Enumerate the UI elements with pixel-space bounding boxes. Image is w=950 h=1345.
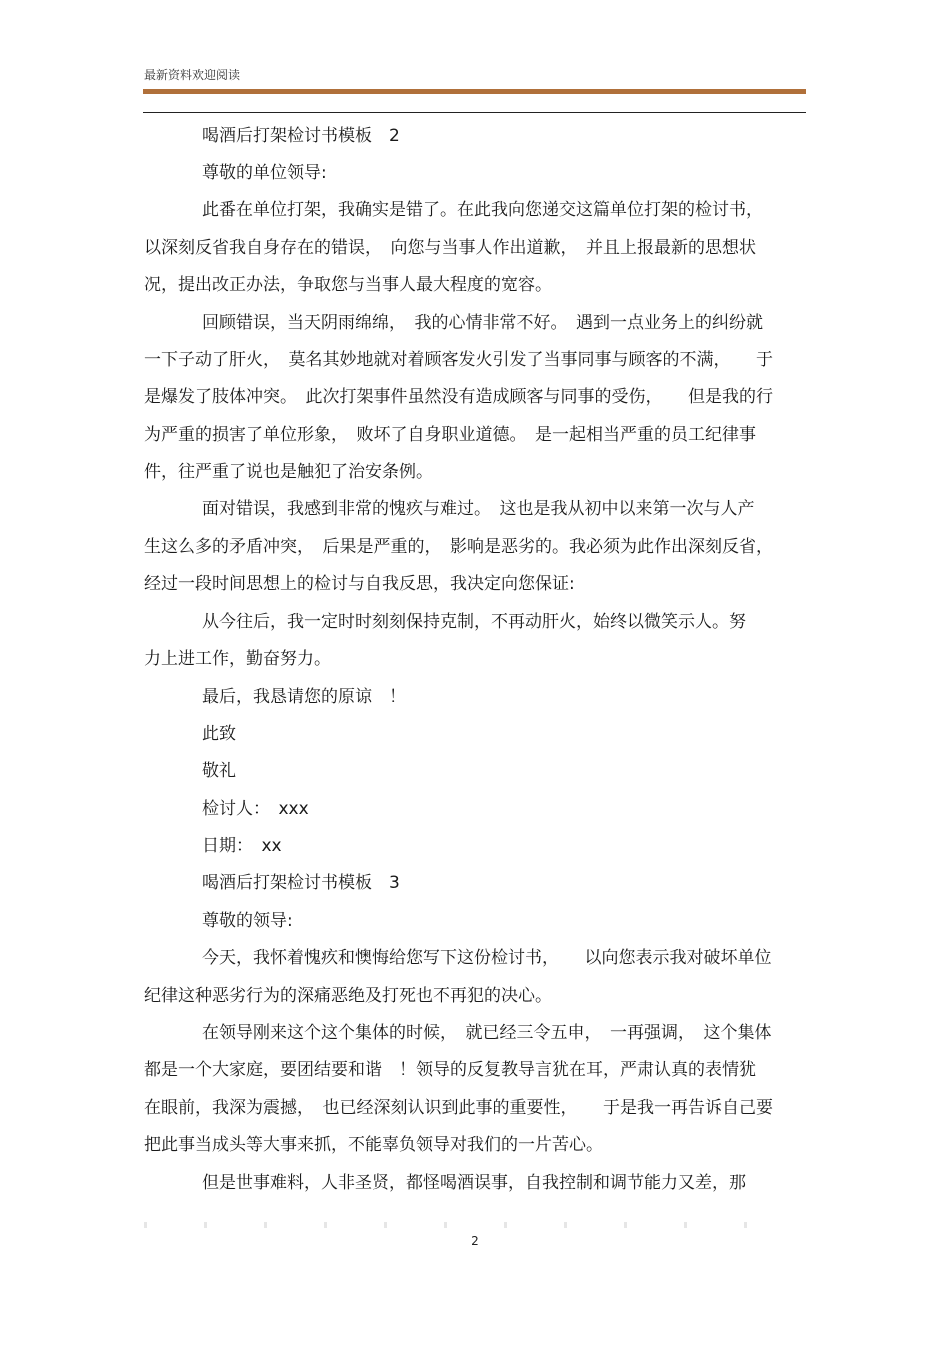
doc-line: 喝酒后打架检讨书模板 3 xyxy=(202,873,400,893)
cutoff-text-remnant xyxy=(144,1222,804,1228)
doc-line: 纪律这种恶劣行为的深痛恶绝及打死也不再犯的决心。 xyxy=(144,986,552,1006)
doc-line: 在眼前，我深为震撼， 也已经深刻认识到此事的重要性， 于是我一再告诉自己要 xyxy=(144,1098,773,1118)
doc-line: 把此事当成头等大事来抓，不能辜负领导对我们的一片苦心。 xyxy=(144,1135,603,1155)
doc-line: 在领导刚来这个这个集体的时候， 就已经三令五申， 一再强调， 这个集体 xyxy=(202,1023,772,1043)
doc-line: 从今往后，我一定时时刻刻保持克制，不再动肝火，始终以微笑示人。努 xyxy=(202,612,746,632)
header-text: 最新资料欢迎阅读 xyxy=(144,68,241,82)
doc-line: 生这么多的矛盾冲突， 后果是严重的， 影响是恶劣的。我必须为此作出深刻反省， xyxy=(144,537,773,557)
doc-line: 今天，我怀着愧疚和懊悔给您写下这份检讨书， 以向您表示我对破坏单位 xyxy=(202,948,772,968)
doc-line: 力上进工作，勤奋努力。 xyxy=(144,649,331,669)
doc-line: 尊敬的领导: xyxy=(202,911,293,931)
doc-line: 最后，我恳请您的原谅 ！ xyxy=(202,687,406,707)
header-rule-thin xyxy=(143,112,806,113)
doc-line: 一下子动了肝火， 莫名其妙地就对着顾客发火引发了当事同事与顾客的不满， 于 xyxy=(144,350,773,370)
page-number: 2 xyxy=(471,1234,479,1248)
header-rule-thick xyxy=(143,89,806,94)
doc-line: 经过一段时间思想上的检讨与自我反思，我决定向您保证: xyxy=(144,574,575,594)
doc-line: 此番在单位打架，我确实是错了。在此我向您递交这篇单位打架的检讨书， xyxy=(202,200,763,220)
doc-line: 日期： xx xyxy=(202,836,282,856)
doc-line: 为严重的损害了单位形象， 败坏了自身职业道德。 是一起相当严重的员工纪律事 xyxy=(144,425,756,445)
doc-line: 面对错误，我感到非常的愧疚与难过。 这也是我从初中以来第一次与人产 xyxy=(202,499,755,519)
doc-line: 喝酒后打架检讨书模板 2 xyxy=(202,126,400,146)
doc-line: 件，往严重了说也是触犯了治安条例。 xyxy=(144,462,433,482)
doc-line: 尊敬的单位领导: xyxy=(202,163,327,183)
doc-line: 况，提出改正办法，争取您与当事人最大程度的宽容。 xyxy=(144,275,552,295)
doc-line: 都是一个大家庭，要团结要和谐 ！领导的反复教导言犹在耳，严肃认真的表情犹 xyxy=(144,1060,756,1080)
doc-line: 回顾错误，当天阴雨绵绵， 我的心情非常不好。 遇到一点业务上的纠纷就 xyxy=(202,313,763,333)
doc-line: 此致 xyxy=(202,724,236,744)
doc-line: 是爆发了肢体冲突。 此次打架事件虽然没有造成顾客与同事的受伤， 但是我的行 xyxy=(144,387,773,407)
doc-line: 以深刻反省我自身存在的错误， 向您与当事人作出道歉， 并且上报最新的思想状 xyxy=(144,238,756,258)
doc-line: 但是世事难料，人非圣贤，都怪喝酒误事，自我控制和调节能力又差，那 xyxy=(202,1173,746,1193)
doc-line: 检讨人： xxx xyxy=(202,799,309,819)
doc-line: 敬礼 xyxy=(202,761,236,781)
